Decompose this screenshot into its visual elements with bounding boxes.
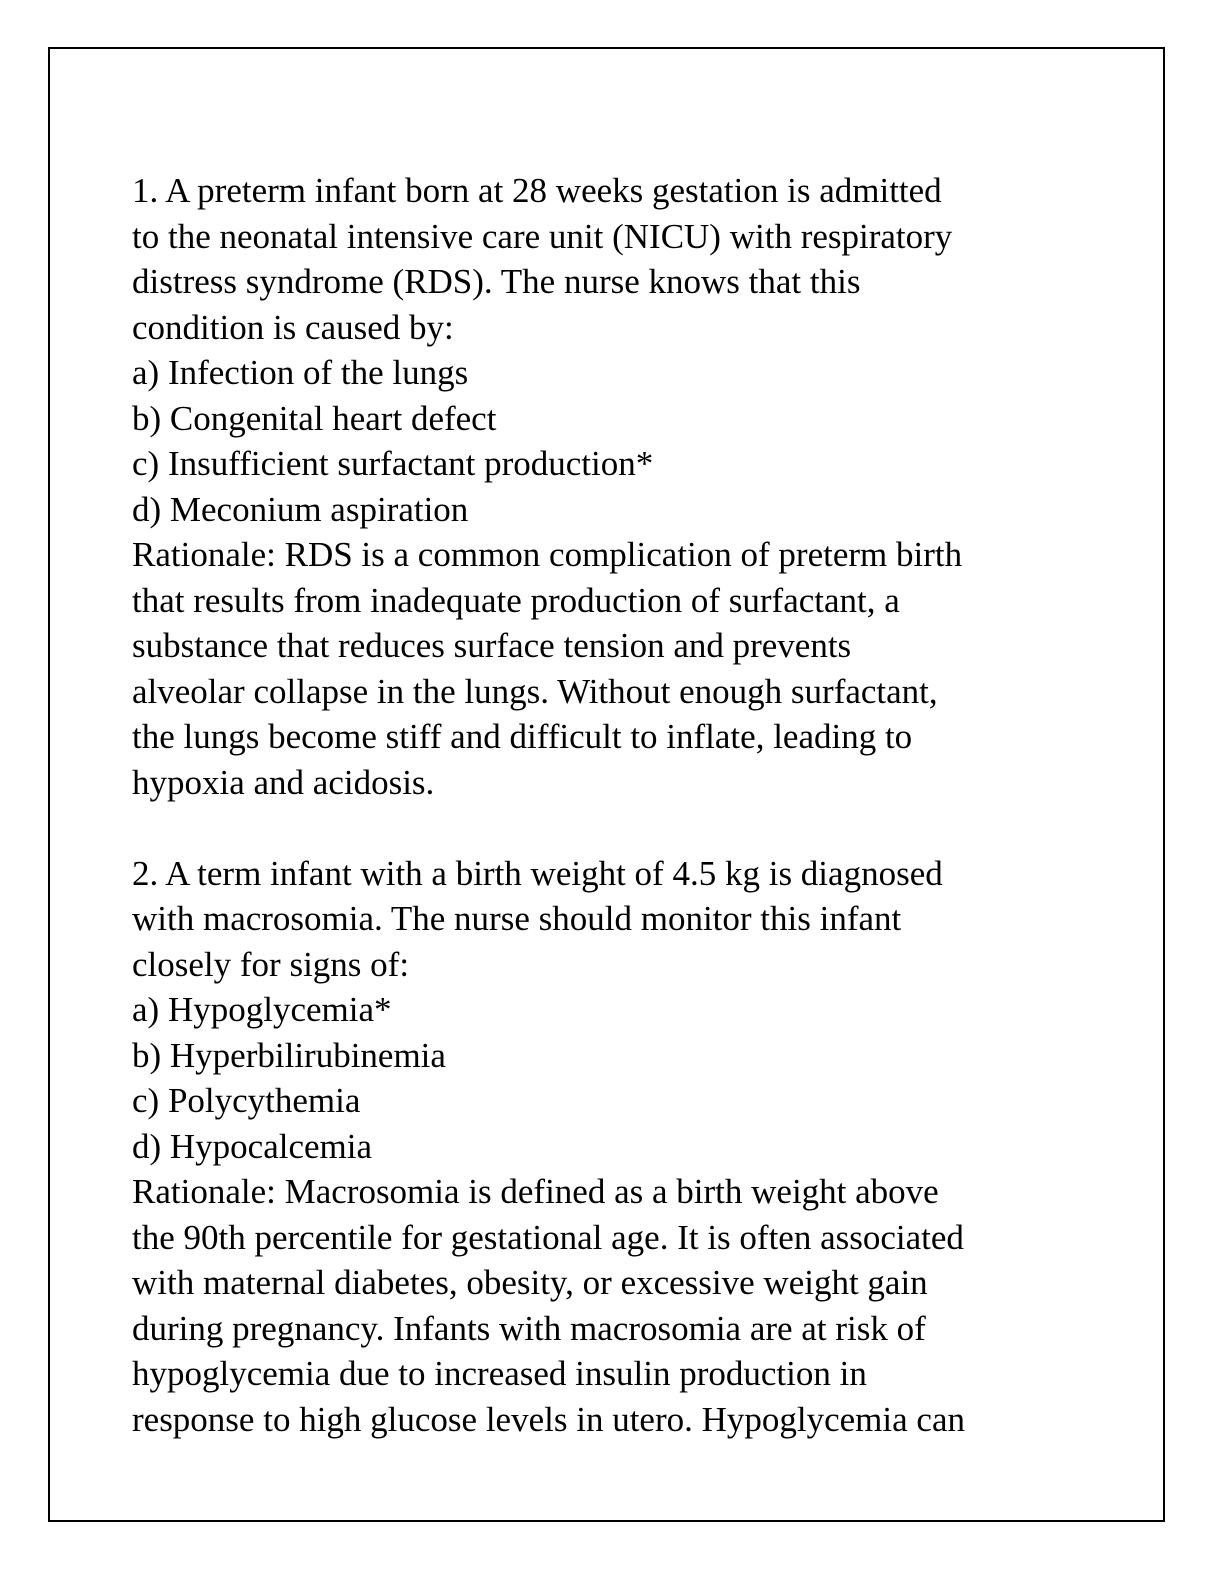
question-stem	[132, 168, 1092, 350]
rationale	[132, 532, 1092, 805]
rationale-line: during pregnancy. Infants with macrosomia are at risk of	[132, 1308, 926, 1348]
rationale-line: with maternal diabetes, obesity, or excessive weight gain	[132, 1263, 928, 1302]
rationale-line: substance that reduces surface tension and prevents	[132, 626, 852, 665]
stem-line: condition is caused by:	[132, 307, 454, 347]
question-1	[132, 168, 1092, 805]
stem-line: 2. A term infant with a birth weight of 4.5 kg is diagnosed	[132, 853, 943, 893]
stem-line: to the neonatal intensive care unit (NICU) with respiratory	[132, 216, 953, 256]
rationale-line: hypoglycemia due to increased insulin production in	[132, 1354, 867, 1393]
answer-options	[132, 987, 1092, 1169]
rationale-line: hypoxia and acidosis.	[132, 762, 435, 802]
option-b: b) Hyperbilirubinemia	[132, 1035, 446, 1075]
question-2	[132, 851, 1092, 1443]
rationale-line: response to high glucose levels in utero. Hypoglycemia can	[132, 1399, 965, 1439]
question-spacer	[132, 805, 1092, 851]
rationale-line: Rationale: Macrosomia is defined as a birth weight above	[132, 1172, 939, 1211]
rationale-line: alveolar collapse in the lungs. Without enough surfactant,	[132, 671, 938, 711]
option-a: a) Hypoglycemia*	[132, 990, 392, 1029]
rationale-line: the lungs become stiff and difficult to inflate, leading to	[132, 717, 913, 756]
option-c: c) Polycythemia	[132, 1081, 361, 1120]
option-d: d) Hypocalcemia	[132, 1126, 373, 1166]
option-c: c) Insufficient surfactant production*	[132, 444, 654, 483]
stem-line: distress syndrome (RDS). The nurse knows that this	[132, 262, 861, 301]
stem-line: with macrosomia. The nurse should monitor this infant	[132, 899, 902, 938]
stem-line: closely for signs of:	[132, 944, 410, 984]
stem-line: 1. A preterm infant born at 28 weeks gestation is admitted	[132, 171, 942, 210]
document-body	[132, 168, 1092, 1442]
option-b: b) Congenital heart defect	[132, 398, 497, 438]
option-a: a) Infection of the lungs	[132, 353, 469, 392]
answer-options	[132, 350, 1092, 532]
question-stem	[132, 851, 1092, 988]
rationale	[132, 1169, 1092, 1442]
option-d: d) Meconium aspiration	[132, 489, 469, 529]
rationale-line: the 90th percentile for gestational age. It is often associated	[132, 1217, 964, 1257]
rationale-line: Rationale: RDS is a common complication of preterm birth	[132, 535, 963, 574]
rationale-line: that results from inadequate production of surfactant, a	[132, 580, 900, 620]
